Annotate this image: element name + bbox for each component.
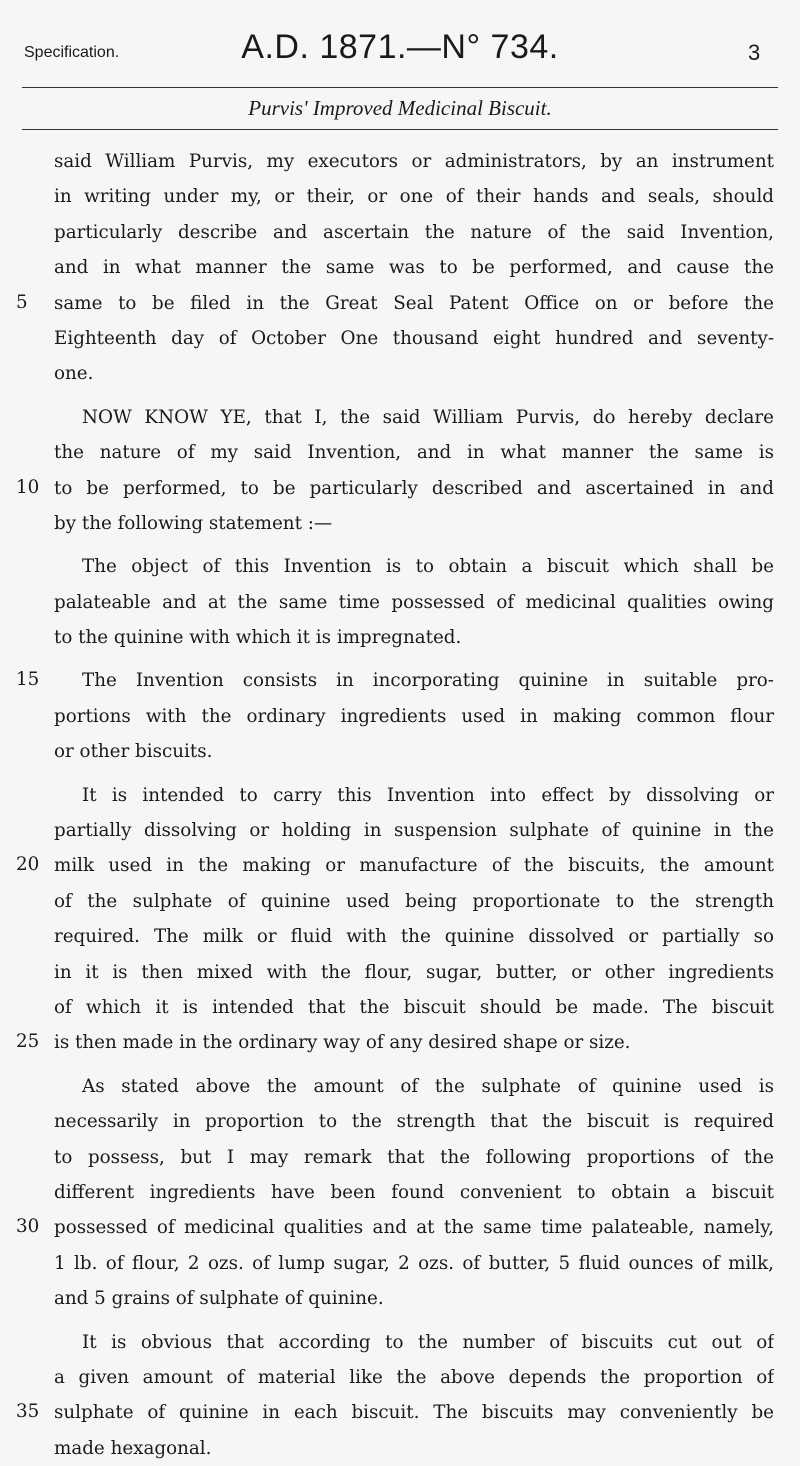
- text-line: sulphate of quinine in each biscuit. The biscuits may conveniently be: [54, 1402, 774, 1424]
- text-line: or other biscuits.: [54, 741, 213, 763]
- text-line: necessarily in proportion to the strength that the biscuit is required: [54, 1111, 774, 1133]
- text-line: made hexagonal.: [54, 1437, 212, 1459]
- text-line: particularly describe and ascertain the nature of the said Invention,: [54, 221, 774, 243]
- line-number: 30: [16, 1216, 40, 1237]
- text-line: same to be filed in the Great Seal Patent Office on or before the: [54, 292, 774, 314]
- text-line: portions with the ordinary ingredients used in making common flour: [54, 705, 774, 727]
- page-title: A.D. 1871.—N° 734.: [241, 28, 559, 66]
- page-number: 3: [748, 40, 761, 65]
- text-line: said William Purvis, my executors or administrators, by an instrument: [54, 151, 774, 172]
- text-line: the nature of my said Invention, and in what manner the same is: [54, 442, 774, 464]
- text-line: one.: [54, 363, 94, 385]
- text-line: NOW KNOW YE, that I, the said William Purvis, do hereby declare: [82, 406, 774, 428]
- header-rule-bottom: [22, 129, 778, 130]
- text-line: palateable and at the same time possessed of medicinal qualities owing: [54, 591, 774, 613]
- text-line: to be performed, to be particularly described and ascertained in and: [54, 477, 774, 499]
- line-number: 15: [16, 669, 40, 690]
- header-rule-top: [22, 87, 778, 88]
- text-line: of the sulphate of quinine used being proportionate to the strength: [54, 890, 774, 912]
- line-number: 5: [16, 292, 28, 313]
- text-line: by the following statement :—: [54, 512, 333, 534]
- specification-label: Specification.: [24, 44, 120, 61]
- text-line: and in what manner the same was to be performed, and cause the: [54, 257, 774, 279]
- text-line: in writing under my, or their, or one of their hands and seals, should: [54, 186, 774, 208]
- line-number: 25: [16, 1031, 40, 1052]
- text-line: It is intended to carry this Invention into effect by dissolving or: [82, 784, 774, 806]
- text-line: required. The milk or fluid with the quinine dissolved or partially so: [54, 926, 774, 948]
- text-line: to the quinine with which it is impregnated.: [54, 627, 462, 649]
- text-line: of which it is intended that the biscuit should be made. The biscuit: [54, 996, 774, 1018]
- text-line: and 5 grains of sulphate of quinine.: [54, 1288, 384, 1310]
- text-line: It is obvious that according to the number of biscuits cut out of: [82, 1331, 774, 1353]
- line-number: 20: [16, 854, 40, 875]
- line-number: 35: [16, 1401, 40, 1422]
- text-line: to possess, but I may remark that the following proportions of the: [54, 1146, 774, 1168]
- text-line: milk used in the making or manufacture of the biscuits, the amount: [54, 855, 774, 877]
- text-line: in it is then mixed with the flour, sugar, butter, or other ingredients: [54, 961, 774, 983]
- text-line: different ingredients have been found convenient to obtain a biscuit: [54, 1181, 774, 1203]
- text-line: possessed of medicinal qualities and at the same time palateable, namely,: [54, 1217, 774, 1239]
- text-line: partially dissolving or holding in suspension sulphate of quinine in the: [54, 820, 774, 842]
- text-line: The Invention consists in incorporating quinine in suitable pro-: [82, 670, 774, 692]
- running-subtitle: Purvis' Improved Medicinal Biscuit.: [248, 96, 552, 120]
- text-line: 1 lb. of flour, 2 ozs. of lump sugar, 2 ozs. of butter, 5 fluid ounces of milk,: [54, 1252, 774, 1274]
- text-line: Eighteenth day of October One thousand eight hundred and seventy-: [54, 327, 774, 349]
- text-line: a given amount of material like the above depends the proportion of: [54, 1366, 774, 1388]
- text-line: is then made in the ordinary way of any desired shape or size.: [54, 1032, 631, 1054]
- text-line: The object of this Invention is to obtain a biscuit which shall be: [82, 556, 774, 578]
- specification-body: [54, 144, 774, 1466]
- text-line: As stated above the amount of the sulphate of quinine used is: [82, 1075, 774, 1097]
- line-number: 10: [16, 477, 40, 498]
